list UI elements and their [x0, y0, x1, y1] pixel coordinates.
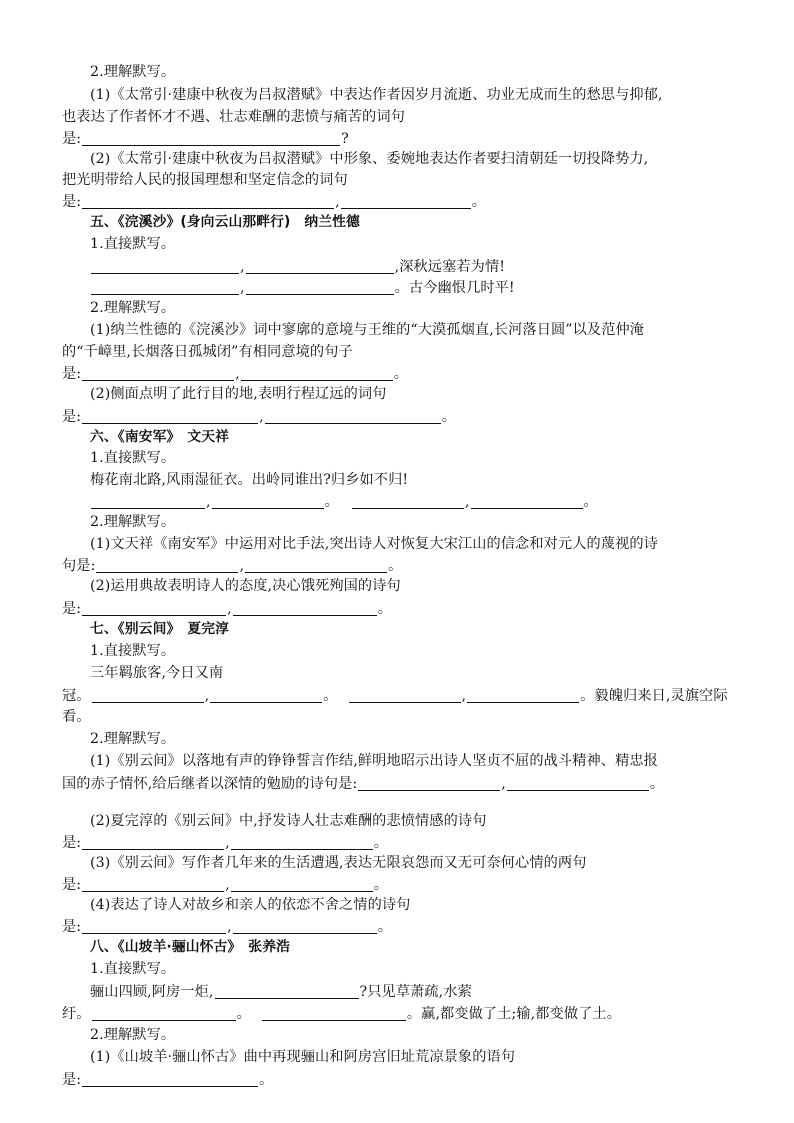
answer-line: , 。古今幽恨几时平! [90, 276, 736, 298]
answer-blank[interactable] [82, 1071, 258, 1087]
question-text: (2)夏完淳的《别云间》中,抒发诗人壮志难酬的悲愤情感的诗句 [90, 813, 487, 829]
answer-blank[interactable] [91, 493, 205, 509]
answer-blank[interactable] [82, 834, 224, 850]
subsection-heading: 1.直接默写。 [90, 643, 176, 659]
answer-blank[interactable] [245, 557, 387, 573]
subsection-heading: 2.理解默写。 [90, 300, 176, 316]
question-text: (1)《别云间》以落地有声的铮铮誓言作结,鲜明地昭示出诗人坚贞不屈的战斗精神、精忠报 [90, 753, 658, 769]
poem-text: 梅花南北路,风雨湿征衣。出岭同谁出?归乡如不归! [90, 472, 409, 488]
answer-blank[interactable] [507, 775, 649, 791]
answer-blank[interactable] [231, 834, 373, 850]
answer-blank[interactable] [262, 1005, 406, 1021]
answer-blank[interactable] [82, 365, 234, 381]
question-text: (1)纳兰性德的《浣溪沙》词中寥廓的意境与王维的“大漠孤烟直,长河落日圆”以及范仲淹 [90, 322, 645, 338]
question-text: (4)表达了诗人对故乡和亲人的依恋不舍之情的诗句 [90, 897, 411, 913]
question-text: 把光明带给人民的报国理想和坚定信念的词句 [62, 172, 348, 188]
answer-blank[interactable] [231, 876, 373, 892]
answer-blank[interactable] [92, 1005, 236, 1021]
answer-blank[interactable] [352, 493, 464, 509]
answer-line: 是: , 。 [62, 835, 389, 851]
answer-line: 是: , 。 [62, 194, 487, 210]
answer-blank[interactable] [82, 408, 258, 424]
question-text: (2)《太常引·建康中秋夜为吕叔潜赋》中形象、委婉地表达作者要扫清朝廷一切投降势力, [90, 151, 649, 167]
answer-blank[interactable] [82, 600, 226, 616]
answer-blank[interactable] [246, 258, 394, 274]
answer-blank[interactable] [233, 918, 377, 934]
poem-text: 看。 [62, 709, 91, 725]
answer-line: 是: , 。 [62, 877, 389, 893]
answer-blank[interactable] [91, 279, 239, 295]
answer-blank[interactable] [358, 775, 500, 791]
section-title: 八、《山坡羊·骊山怀古》 张养浩 [90, 939, 290, 955]
question-text: (1)文天祥《南安军》中运用对比手法,突出诗人对恢复大宋江山的信念和对元人的蔑视的诗 [90, 536, 658, 552]
question-text: 也表达了作者怀才不遇、壮志难酬的悲愤与痛苦的词句 [62, 109, 405, 125]
answer-blank[interactable] [82, 193, 334, 209]
answer-blank[interactable] [233, 600, 377, 616]
section-title: 五、《浣溪沙》(身向云山那畔行) 纳兰性德 [90, 214, 360, 230]
answer-blank[interactable] [96, 557, 238, 573]
answer-blank[interactable] [212, 493, 324, 509]
answer-blank[interactable] [241, 365, 393, 381]
section-title: 六、《南安军》 文天祥 [90, 429, 230, 445]
answer-line: 是: , 。 [62, 919, 393, 935]
question-text: (2)运用典故表明诗人的态度,决心饿死殉国的诗句 [90, 578, 401, 594]
answer-line: 纡。 。 。赢,都变做了土;输,都变做了土。 [62, 1006, 622, 1022]
question-text: (1)《太常引·建康中秋夜为吕叔潜赋》中表达作者因岁月流逝、功业无成而生的愁思与抑郁, [90, 87, 663, 103]
answer-line: 是: 。 [62, 1072, 274, 1088]
answer-blank[interactable] [82, 918, 226, 934]
subsection-heading: 2.理解默写。 [90, 731, 176, 747]
answer-blank[interactable] [210, 687, 322, 703]
answer-line: 冠。 , 。 , 。毅魄归来日,灵旗空际 [62, 688, 728, 704]
question-text: 的“千嶂里,长烟落日孤城闭”有相同意境的句子 [62, 344, 353, 360]
answer-line: 是: , 。 [62, 601, 393, 617]
answer-blank[interactable] [91, 258, 239, 274]
answer-line: 国的赤子情怀,给后继者以深情的勉励的诗句是: , 。 [62, 776, 665, 792]
subsection-heading: 1.直接默写。 [90, 961, 176, 977]
answer-line: 句是: , 。 [62, 558, 403, 574]
question-text: (1)《山坡羊·骊山怀古》曲中再现骊山和阿房宫旧址荒凉景象的语句 [90, 1049, 516, 1065]
question-text: (3)《别云间》写作者几年来的生活遭遇,表达无限哀怨而又无可奈何心情的两句 [90, 855, 587, 871]
answer-blank[interactable] [471, 493, 583, 509]
answer-line: , 。 , 。 [90, 490, 736, 512]
answer-blank[interactable] [349, 687, 461, 703]
answer-blank[interactable] [82, 876, 224, 892]
subsection-heading: 1.直接默写。 [90, 236, 176, 252]
answer-blank[interactable] [341, 193, 471, 209]
answer-blank[interactable] [92, 687, 204, 703]
answer-blank[interactable] [215, 983, 359, 999]
answer-blank[interactable] [265, 408, 441, 424]
answer-blank[interactable] [82, 130, 340, 146]
answer-line: 是: , 。 [62, 409, 457, 425]
subsection-heading: 1.直接默写。 [90, 450, 176, 466]
answer-line: 是: ? [62, 131, 349, 147]
subsection-heading: 2.理解默写。 [90, 514, 176, 530]
answer-line: 骊山四顾,阿房一炬, ?只见草萧疏,水萦 [90, 984, 472, 1000]
poem-text: 三年羁旅客,今日又南 [90, 665, 224, 681]
answer-blank[interactable] [467, 687, 579, 703]
answer-line: 是: , 。 [62, 366, 409, 382]
answer-line: , ,深秋远塞若为情! [90, 255, 736, 277]
subsection-heading: 2.理解默写。 [90, 1027, 176, 1043]
question-text: (2)侧面点明了此行目的地,表明行程辽远的词句 [90, 386, 387, 402]
answer-blank[interactable] [246, 279, 394, 295]
subsection-heading: 2.理解默写。 [90, 64, 176, 80]
section-title: 七、《别云间》 夏完淳 [90, 621, 230, 637]
